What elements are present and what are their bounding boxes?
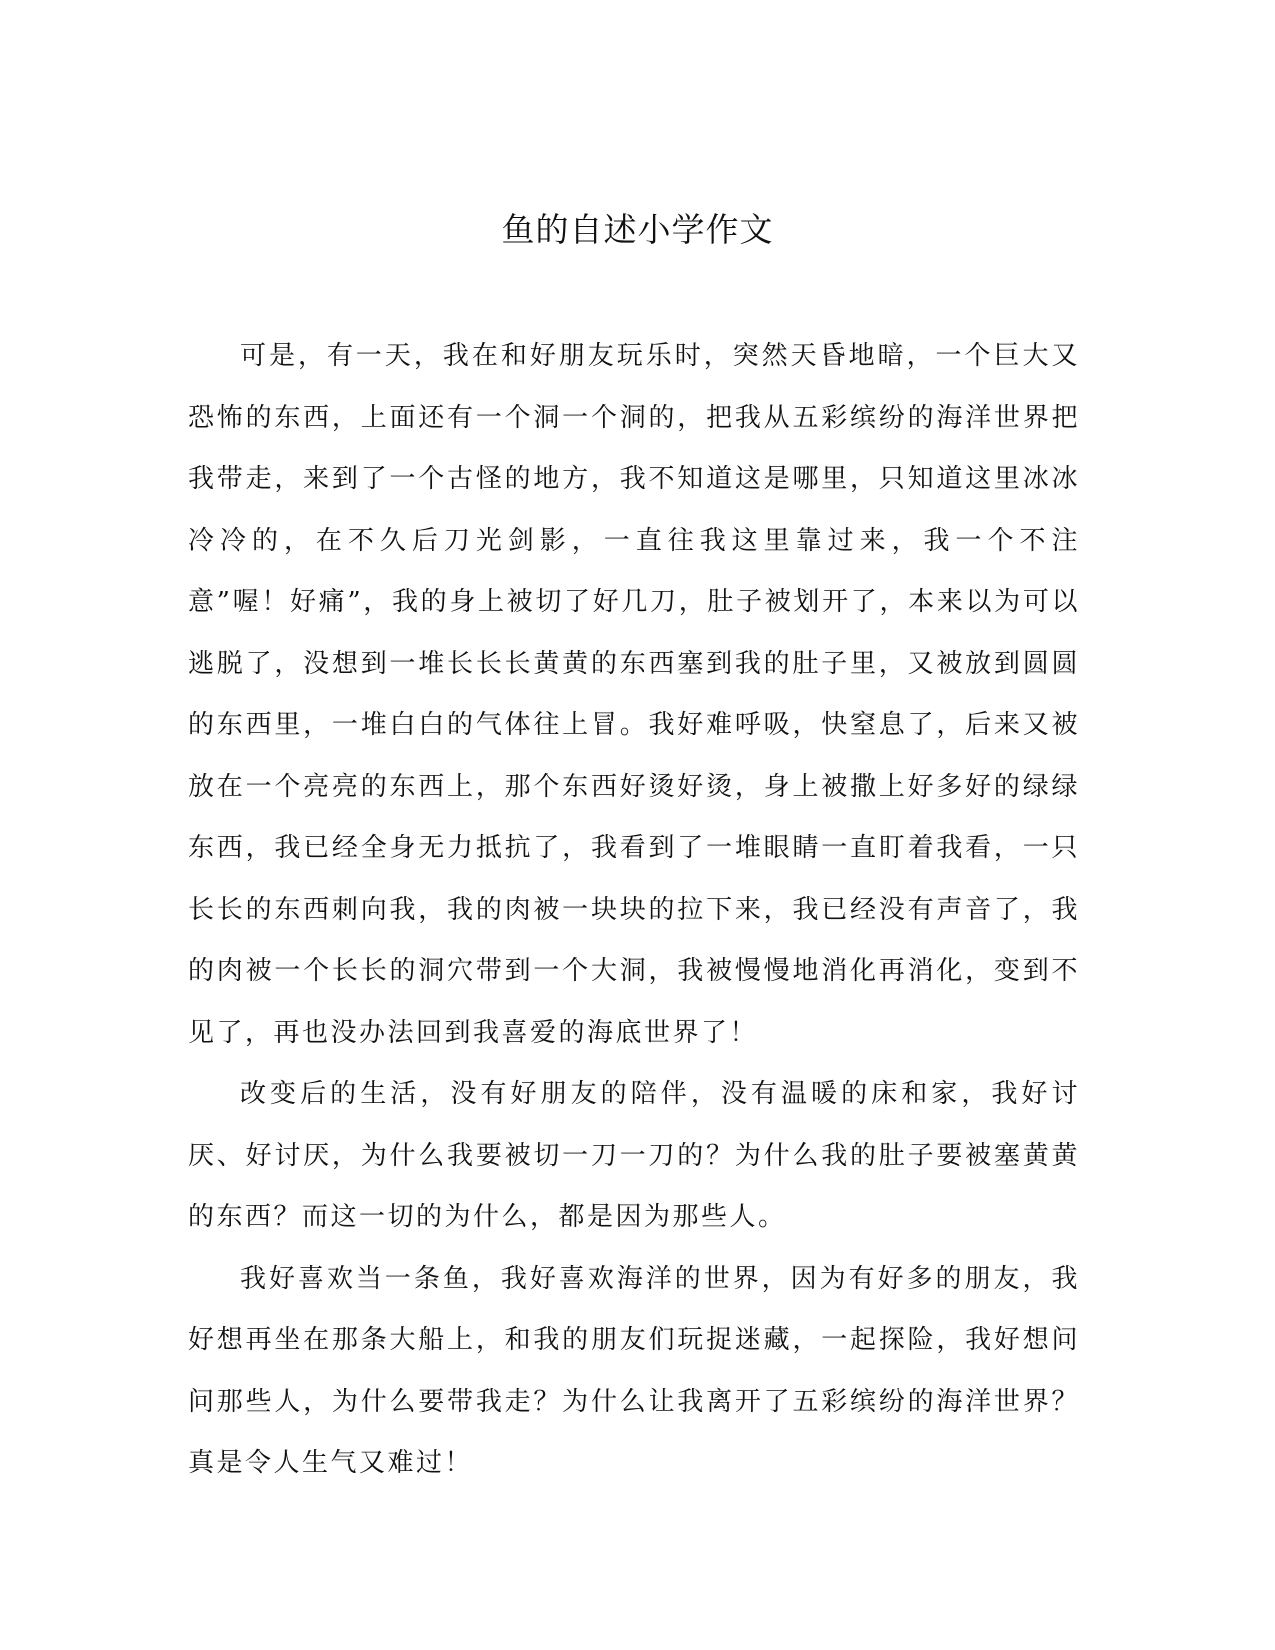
paragraph: 改变后的生活，没有好朋友的陪伴，没有温暖的床和家，我好讨厌、好讨厌，为什么我要被切一刀一刀的？为什么我的肚子要被塞黄黄的东西？而这一切的为什么，都是因为那些人。 <box>188 1079 1080 1232</box>
document-title: 鱼的自述小学作文 <box>501 210 774 249</box>
paragraph: 可是，有一天，我在和好朋友玩乐时，突然天昏地暗，一个巨大又恐怖的东西，上面还有一个洞一个洞的，把我从五彩缤纷的海洋世界把我带走，来到了一个古怪的地方，我不知道这是哪里，只知道这里冰冰冷冷的，在不久后刀光剑影，一直往我这里靠过来，我一个不注意”喔！好痛”，我的身上被切了好几刀，肚子被划开了，本来以为可以逃脱了，没想到一堆长长长黄黄的东西塞到我的肚子里，又被放到圆圆的东西里，一堆白白的气体往上冒。我好难呼吸，快窒息了，后来又被放在一个亮亮的东西上，那个东西好烫好烫，身上被撒上好多好的绿绿东西，我已经全身无力抵抗了，我看到了一堆眼睛一直盯着我看，一只长长的东西刺向我，我的肉被一块块的拉下来，我已经没有声音了，我的肉被一个长长的洞穴带到一个大洞，我被慢慢地消化再消化，变到不见了，再也没办法回到我喜爱的海底世界了！ <box>188 341 1080 1048</box>
paragraph: 我好喜欢当一条鱼，我好喜欢海洋的世界，因为有好多的朋友，我好想再坐在那条大船上，和我的朋友们玩捉迷藏，一起探险，我好想问问那些人，为什么要带我走？为什么让我离开了五彩缤纷的海洋世界？真是令人生气又难过！ <box>188 1263 1080 1478</box>
document-body <box>188 326 1080 1495</box>
